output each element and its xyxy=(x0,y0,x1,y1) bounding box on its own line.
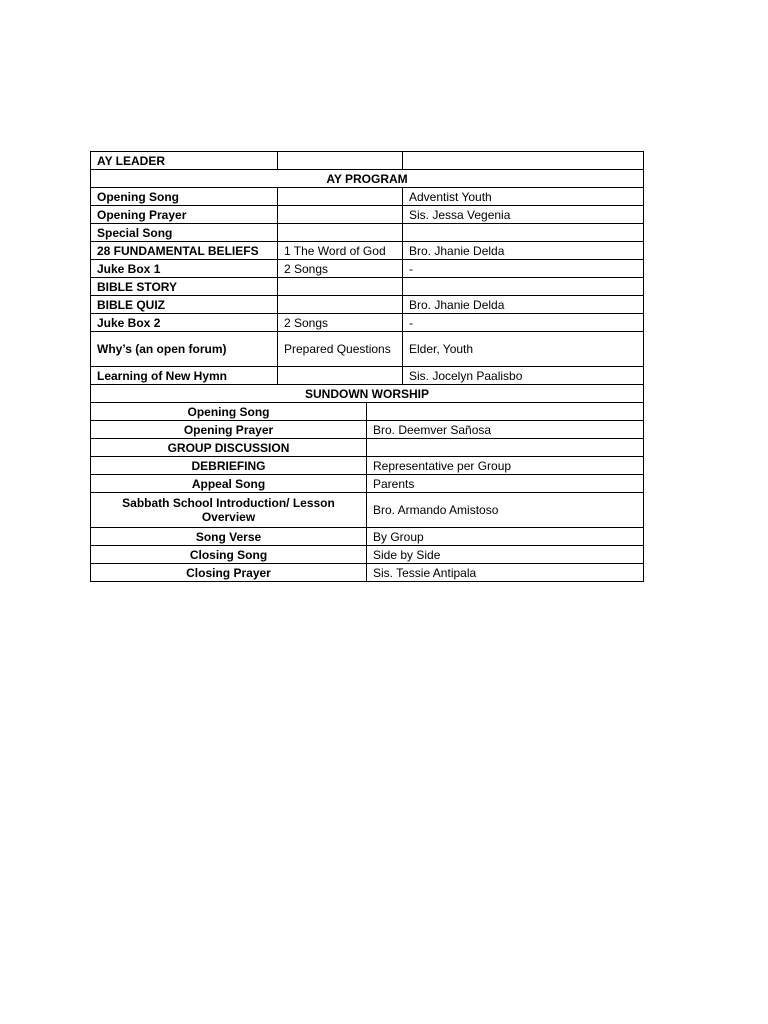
table-row xyxy=(91,188,644,206)
worship-person xyxy=(367,439,644,457)
program-detail xyxy=(278,278,403,296)
program-detail: 2 Songs xyxy=(278,314,403,332)
worship-item: Appeal Song xyxy=(91,475,367,493)
table-row xyxy=(91,439,644,457)
program-detail xyxy=(278,367,403,385)
program-detail: 2 Songs xyxy=(278,260,403,278)
worship-person: Sis. Tessie Antipala xyxy=(367,564,644,582)
program-person xyxy=(403,224,644,242)
table-row xyxy=(91,260,644,278)
worship-item: Song Verse xyxy=(91,528,367,546)
program-item: BIBLE QUIZ xyxy=(91,296,278,314)
ay-program-header-row xyxy=(91,170,644,188)
table-row xyxy=(91,296,644,314)
program-item: Special Song xyxy=(91,224,278,242)
sundown-worship-title: SUNDOWN WORSHIP xyxy=(91,385,644,403)
table-row xyxy=(91,314,644,332)
program-person: Bro. Jhanie Delda xyxy=(403,296,644,314)
program-item: Learning of New Hymn xyxy=(91,367,278,385)
ay-leader-row xyxy=(91,152,644,170)
program-detail xyxy=(278,188,403,206)
program-person: Bro. Jhanie Delda xyxy=(403,242,644,260)
worship-person: Bro. Deemver Sañosa xyxy=(367,421,644,439)
table-row xyxy=(91,367,644,385)
program-table xyxy=(90,151,644,582)
table-row xyxy=(91,278,644,296)
table-row xyxy=(91,224,644,242)
worship-item: Opening Prayer xyxy=(91,421,367,439)
worship-item: Opening Song xyxy=(91,403,367,421)
worship-person: Side by Side xyxy=(367,546,644,564)
program-item: Juke Box 1 xyxy=(91,260,278,278)
program-item: Opening Prayer xyxy=(91,206,278,224)
table-row xyxy=(91,332,644,367)
ay-leader-label: AY LEADER xyxy=(91,152,278,170)
table-row xyxy=(91,475,644,493)
table-row xyxy=(91,421,644,439)
program-detail: Prepared Questions xyxy=(278,332,403,367)
ay-leader-extra xyxy=(403,152,644,170)
table-row xyxy=(91,493,644,528)
ay-program-title: AY PROGRAM xyxy=(91,170,644,188)
worship-person: Representative per Group xyxy=(367,457,644,475)
table-row xyxy=(91,206,644,224)
program-person: - xyxy=(403,314,644,332)
program-item: Juke Box 2 xyxy=(91,314,278,332)
program-detail xyxy=(278,296,403,314)
table-row xyxy=(91,528,644,546)
program-person xyxy=(403,278,644,296)
worship-item: Closing Prayer xyxy=(91,564,367,582)
program-detail: 1 The Word of God xyxy=(278,242,403,260)
program-person: Sis. Jessa Vegenia xyxy=(403,206,644,224)
program-item: Why’s (an open forum) xyxy=(91,332,278,367)
table-row xyxy=(91,403,644,421)
worship-person: By Group xyxy=(367,528,644,546)
worship-person: Parents xyxy=(367,475,644,493)
program-item: Opening Song xyxy=(91,188,278,206)
table-row xyxy=(91,242,644,260)
program-person: Adventist Youth xyxy=(403,188,644,206)
table-row xyxy=(91,457,644,475)
worship-item: GROUP DISCUSSION xyxy=(91,439,367,457)
program-person: - xyxy=(403,260,644,278)
worship-person: Bro. Armando Amistoso xyxy=(367,493,644,528)
ay-leader-value xyxy=(278,152,403,170)
program-item: 28 FUNDAMENTAL BELIEFS xyxy=(91,242,278,260)
program-item: BIBLE STORY xyxy=(91,278,278,296)
table-row xyxy=(91,546,644,564)
worship-item: DEBRIEFING xyxy=(91,457,367,475)
program-detail xyxy=(278,224,403,242)
program-detail xyxy=(278,206,403,224)
worship-person xyxy=(367,403,644,421)
worship-item: Sabbath School Introduction/ Lesson Overview xyxy=(91,493,367,528)
program-person: Sis. Jocelyn Paalisbo xyxy=(403,367,644,385)
program-person: Elder, Youth xyxy=(403,332,644,367)
table-row xyxy=(91,564,644,582)
worship-item: Closing Song xyxy=(91,546,367,564)
sundown-worship-header-row xyxy=(91,385,644,403)
